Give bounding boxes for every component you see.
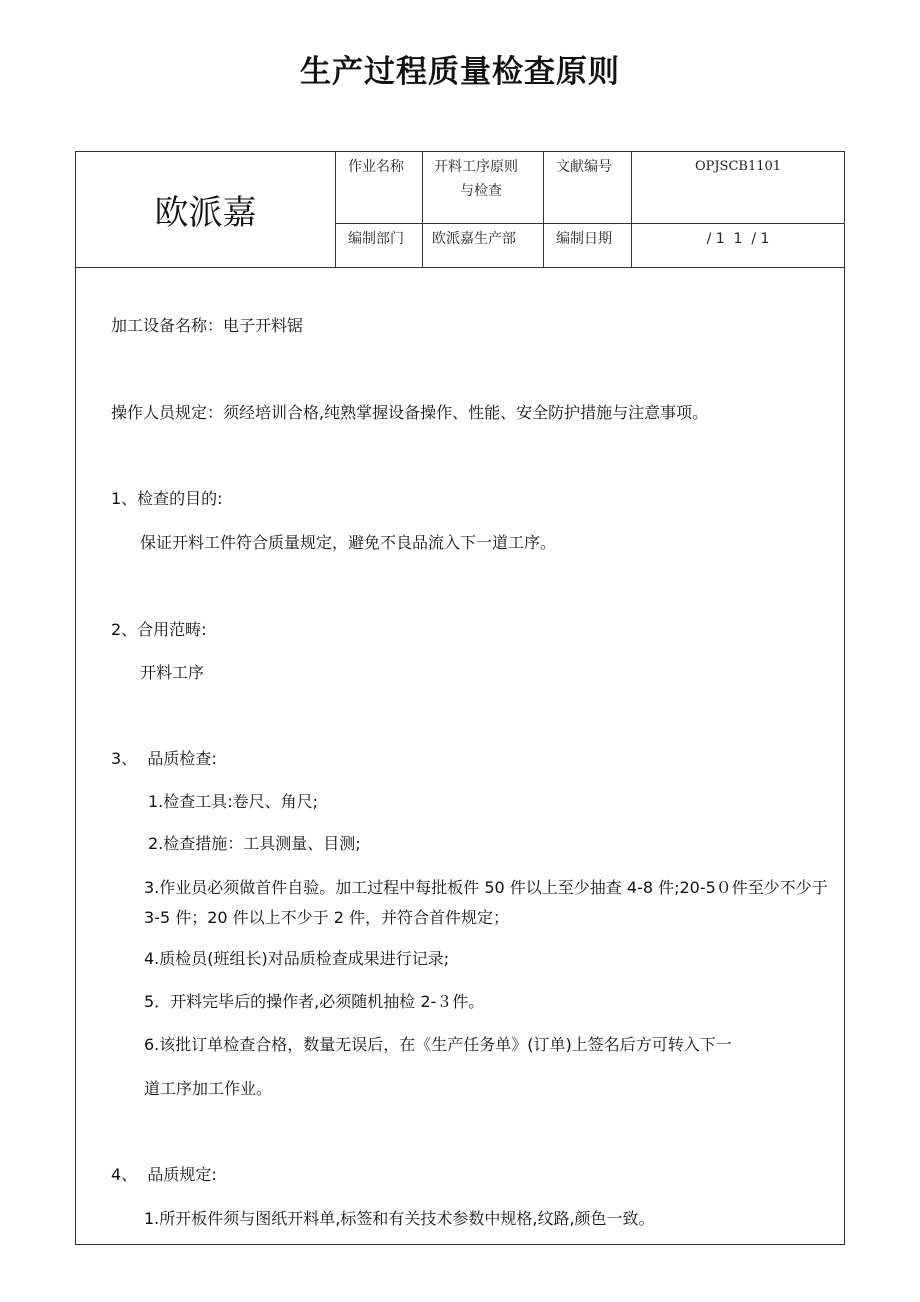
list-item: 道工序加工作业。 xyxy=(144,1079,273,1098)
divider xyxy=(422,152,423,267)
doc-number-label: 文献编号 xyxy=(556,159,612,175)
doc-number-value: OPJSCB1101 xyxy=(694,159,782,174)
job-name-label: 作业名称 xyxy=(348,159,404,175)
company-name: 欧派嘉 xyxy=(76,152,336,267)
list-item: 5．开料完毕后的操作者,必须随机抽检 2-３件。 xyxy=(144,992,485,1011)
job-name-value xyxy=(434,155,518,203)
equipment-line: 加工设备名称：电子开料锯 xyxy=(111,316,304,335)
list-item: 2.检查措施：工具测量、目测; xyxy=(148,834,361,853)
section-2-heading: 2、合用范畴: xyxy=(111,620,207,639)
section-1-text: 保证开料工件符合质量规定，避免不良品流入下一道工序。 xyxy=(140,533,557,552)
dept-label: 编制部门 xyxy=(348,231,404,247)
section-2-text: 开料工序 xyxy=(140,663,205,682)
list-item: 1.所开板件须与图纸开料单,标签和有关技术参数中规格,纹路,颜色一致。 xyxy=(144,1209,655,1228)
date-value: / 1 1 / 1 xyxy=(706,231,770,247)
list-item: 4.质检员(班组长)对品质检查成果进行记录; xyxy=(144,949,450,968)
operator-rule: 操作人员规定：须经培训合格,纯熟掌握设备操作、性能、安全防护措施与注意事项。 xyxy=(111,403,709,422)
section-4-heading: 4、 品质规定: xyxy=(111,1165,217,1184)
list-item: 3.作业员必须做首件自验。加工过程中每批板件 50 件以上至少抽查 4-8 件;20-5０件至少不少于 3-5 件；20 件以上不少于 2 件，并符合首件规定； xyxy=(144,878,828,927)
list-item: 6.该批订单检查合格，数量无误后，在《生产任务单》(订单)上签名后方可转入下一 xyxy=(144,1035,732,1054)
job-name-line1: 开料工序原则 xyxy=(434,159,518,175)
divider xyxy=(336,223,844,224)
job-name-line2: 与检查 xyxy=(460,183,502,199)
page-title: 生产过程质量检查原则 xyxy=(300,54,620,90)
dept-value: 欧派嘉生产部 xyxy=(432,231,516,247)
list-item: 1.检查工具:卷尺、角尺; xyxy=(148,792,319,811)
section-3-heading: 3、 品质检查: xyxy=(111,749,217,768)
section-1-heading: 1、检查的目的: xyxy=(111,489,223,508)
divider xyxy=(543,152,544,267)
date-label: 编制日期 xyxy=(556,231,612,247)
header-table xyxy=(76,152,844,268)
